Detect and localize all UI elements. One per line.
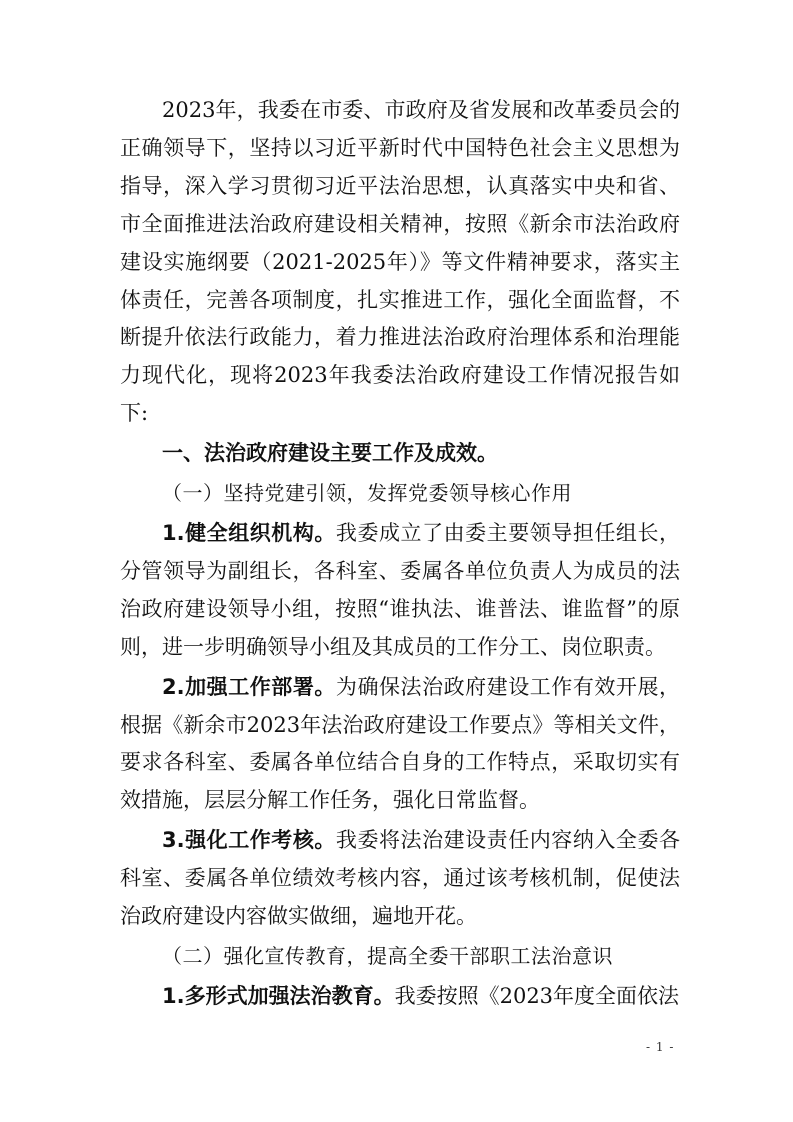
item-title: 2.加强工作部署。 <box>162 674 336 699</box>
item-text: 我委按照《2023年度全面依法 <box>394 983 680 1008</box>
item-text: 我委成立了由委主要领导担任组长，分管领导为副组长，各科室、委属各单位负责人为成员的法治政府建设领导小组，按照“谁执法、谁普法、谁监督”的原则，进一步明确领导小组及其成员的工作分工、岗位职责。 <box>120 520 680 659</box>
list-item <box>120 822 680 936</box>
document-body <box>120 92 680 1016</box>
section-heading: 一、法治政府建设主要工作及成效。 <box>162 441 498 466</box>
page-number: - 1 - <box>646 1040 675 1054</box>
list-item <box>120 978 680 1016</box>
item-text: 为确保法治政府建设工作有效开展，根据《新余市2023年法治政府建设工作要点》等相关文件，要求各科室、委属各单位结合自身的工作特点，采取切实有效措施，层层分解工作任务，强化日常监督。 <box>120 674 680 813</box>
item-title: 1.健全组织机构。 <box>162 520 336 545</box>
subsection-heading: （一）坚持党建引领，发挥党委领导核心作用 <box>162 481 572 506</box>
list-item <box>120 669 680 821</box>
list-item <box>120 515 680 667</box>
intro-text: 2023年，我委在市委、市政府及省发展和改革委员会的正确领导下，坚持以习近平新时代中国特色社会主义思想为指导，深入学习贯彻习近平法治思想，认真落实中央和省、市全面推进法治政府建设相关精神，按照《新余市法治政府建设实施纲要（2021-2025年）》等文件精神要求，落实主体责任，完善各项制度，扎实推进工作，强化全面监督，不断提升依法行政能力，着力推进法治政府治理体系和治理能力现代化，现将2023年我委法治政府建设工作情况报告如下: <box>120 98 680 426</box>
intro-paragraph <box>120 92 680 433</box>
item-title: 3.强化工作考核。 <box>162 828 336 853</box>
subsection-heading: （二）强化宣传教育，提高全委干部职工法治意识 <box>162 943 613 968</box>
item-text: 我委将法治建设责任内容纳入全委各科室、委属各单位绩效考核内容，通过该考核机制，促使法治政府建设内容做实做细，遍地开花。 <box>120 828 680 929</box>
item-title: 1.多形式加强法治教育。 <box>162 983 395 1008</box>
